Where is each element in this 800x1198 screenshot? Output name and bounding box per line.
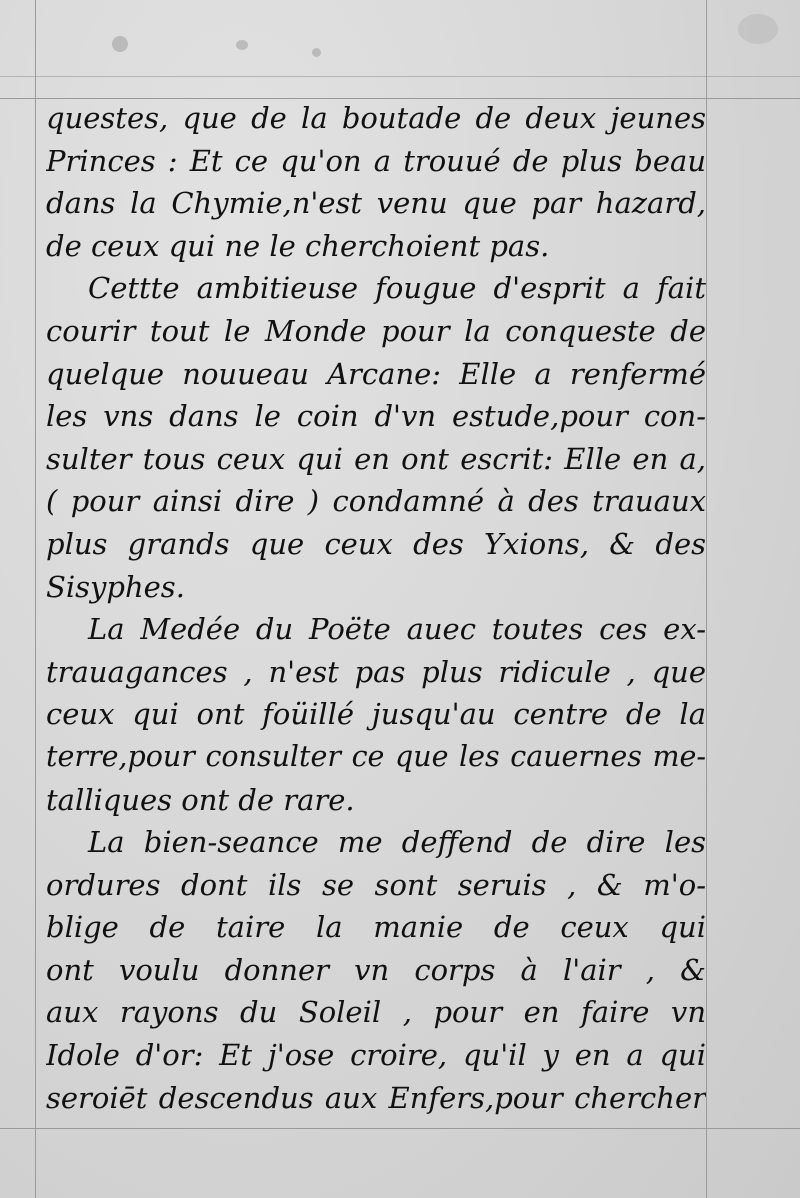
text-line: terre,pour consulter ce que les cauernes me- bbox=[46, 739, 706, 773]
right-margin-rule bbox=[706, 0, 707, 1198]
text-line: Cettte ambitieuse fougue d'esprit a fait bbox=[88, 271, 706, 306]
text-line: de ceux qui ne le cherchoient pas. bbox=[46, 228, 550, 263]
text-line: courir tout le Monde pour la conqueste de bbox=[46, 313, 706, 348]
text-line: Sisyphes. bbox=[46, 569, 185, 604]
paper-stain bbox=[312, 48, 321, 57]
text-line: Princes : Et ce qu'on a trouué de plus beau bbox=[46, 143, 706, 178]
text-line: trauagances , n'est pas plus ridicule , que bbox=[46, 654, 706, 689]
text-line: blige de taire la manie de ceux qui bbox=[46, 910, 706, 945]
text-line: ont voulu donner vn corps à l'air , & bbox=[46, 952, 706, 987]
text-line: ( pour ainsi dire ) condamné à des trauaux bbox=[46, 484, 706, 519]
page-edge-line bbox=[0, 76, 800, 77]
text-line: plus grands que ceux des Yxions, & des bbox=[46, 526, 706, 561]
paper-stain bbox=[738, 14, 778, 44]
text-line: seroiēt descendus aux Enfers,pour chercher bbox=[46, 1080, 706, 1115]
text-line: La bien-seance me deffend de dire les bbox=[88, 825, 706, 860]
page-text bbox=[46, 97, 706, 1119]
text-line: Idole d'or: Et j'ose croire, qu'il y en a qui bbox=[46, 1038, 706, 1073]
text-line: ceux qui ont foüillé jusqu'au centre de la bbox=[46, 697, 706, 732]
bottom-margin-rule bbox=[0, 1128, 800, 1129]
text-line: quelque nouueau Arcane: Elle a renfermé bbox=[46, 356, 706, 391]
text-line: sulter tous ceux qui en ont escrit: Elle en a, bbox=[46, 441, 706, 476]
text-line: talliques ont de rare. bbox=[46, 782, 355, 817]
text-line: les vns dans le coin d'vn estude,pour con- bbox=[46, 399, 706, 434]
text-line: La Medée du Poëte auec toutes ces ex- bbox=[88, 612, 706, 647]
paper-stain bbox=[112, 36, 128, 52]
text-line: questes, que de la boutade de deux jeunes bbox=[46, 101, 706, 135]
text-line: aux rayons du Soleil , pour en faire vn bbox=[46, 995, 706, 1030]
text-line: ordures dont ils se sont seruis , & m'o- bbox=[46, 867, 706, 902]
text-line: dans la Chymie,n'est venu que par hazard, bbox=[46, 186, 706, 221]
left-margin-rule bbox=[35, 0, 36, 1198]
paper-stain bbox=[236, 40, 248, 50]
